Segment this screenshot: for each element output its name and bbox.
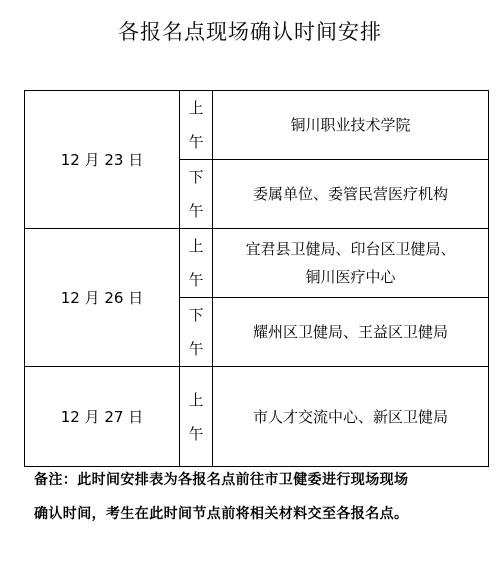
venue-line: 委属单位、委管民营医疗机构 [252,185,448,203]
period-char: 上 [188,390,204,409]
venue-line: 市人才交流中心、新区卫健局 [252,407,448,426]
period-char: 午 [188,424,204,443]
period-char: 下 [188,168,204,186]
remarks-note [34,463,484,531]
period-char: 下 [188,306,204,324]
venue-line: 耀州区卫健局、王益区卫健局 [252,323,448,341]
period-char: 午 [188,133,204,151]
period-cell [180,91,213,160]
period-char: 午 [188,271,204,289]
table-row [25,367,489,467]
table-row [25,229,489,298]
period-char: 午 [188,340,204,358]
period-cell [180,160,213,229]
venue-line: 宜君县卫健局、印台区卫健局、 [245,240,456,258]
note-line: 备注：此时间安排表为各报名点前往市卫健委进行现场现场 [34,472,409,488]
date-cell: 12 月 23 日 [25,91,180,229]
venue-cell [213,160,489,229]
period-char: 上 [188,99,204,117]
table-row [25,91,489,160]
period-cell [180,367,213,467]
note-line: 确认时间，考生在此时间节点前将相关材料交至各报名点。 [34,506,409,522]
venue-line: 铜川医疗中心 [305,268,396,286]
page-title: 各报名点现场确认时间安排 [118,20,382,44]
date-cell: 12 月 26 日 [25,229,180,367]
period-char: 上 [188,237,204,255]
venue-cell [213,229,489,298]
venue-cell [213,91,489,160]
date-cell: 12 月 27 日 [25,367,180,467]
period-cell [180,298,213,367]
period-char: 午 [188,202,204,220]
venue-cell [213,367,489,467]
period-cell [180,229,213,298]
schedule-table [24,90,489,467]
venue-line: 铜川职业技术学院 [290,116,411,134]
venue-cell [213,298,489,367]
